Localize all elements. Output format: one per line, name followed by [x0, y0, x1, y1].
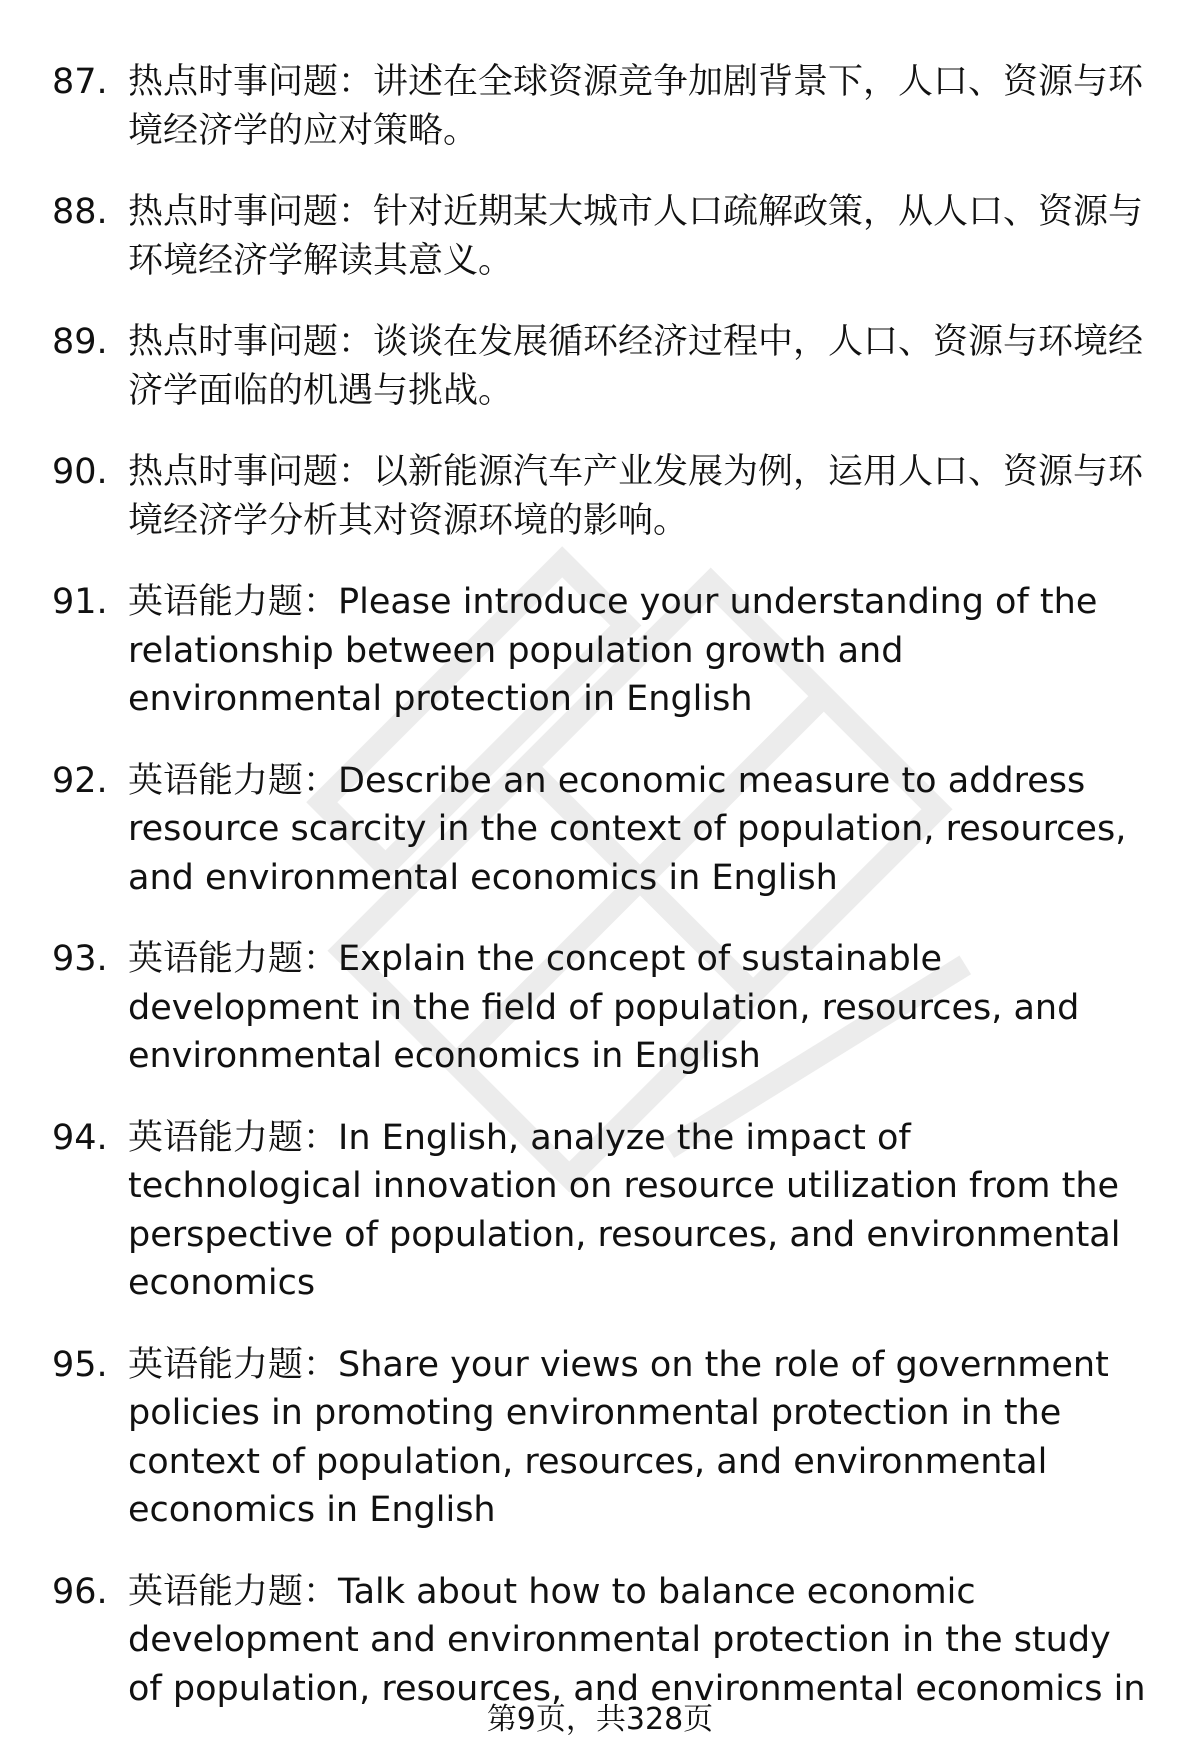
question-text: 英语能力题：In English, analyze the impact of technological innovation on resource utilization from the perspective of population, resources, and environmental economics	[128, 1117, 1121, 1303]
question-number: 95.	[52, 1344, 108, 1385]
question-item	[52, 1114, 1147, 1308]
question-number: 87.	[52, 62, 108, 102]
question-number: 90.	[52, 452, 108, 492]
question-item	[52, 448, 1147, 545]
question-number: 88.	[52, 192, 108, 232]
question-text: 英语能力题：Describe an economic measure to address resource scarcity in the context of population, resources, and environmental economics in English	[128, 760, 1127, 898]
question-text: 热点时事问题：以新能源汽车产业发展为例，运用人口、资源与环境经济学分析其对资源环境的影响。	[128, 452, 1144, 541]
question-number: 93.	[52, 939, 108, 979]
question-item	[52, 58, 1147, 155]
question-number: 94.	[52, 1117, 108, 1158]
question-item	[52, 757, 1147, 903]
question-number: 92.	[52, 760, 108, 801]
question-text: 热点时事问题：针对近期某大城市人口疏解政策，从人口、资源与环境经济学解读其意义。	[128, 192, 1144, 281]
question-text: 热点时事问题：讲述在全球资源竞争加剧背景下，人口、资源与环境经济学的应对策略。	[128, 62, 1144, 151]
question-item	[52, 935, 1147, 1081]
question-item	[52, 1568, 1147, 1714]
question-item	[52, 318, 1147, 415]
question-item	[52, 1341, 1147, 1535]
question-text: 英语能力题：Explain the concept of sustainable development in the field of population, resources, and environmental economics in English	[128, 939, 1080, 1076]
page-footer: 第9页，共328页	[486, 1702, 714, 1737]
question-number: 91.	[52, 582, 108, 622]
question-item	[52, 578, 1147, 724]
question-number: 96.	[52, 1571, 108, 1612]
question-list	[52, 58, 1147, 1746]
question-text: 英语能力题：Please introduce your understanding of the relationship between population growth and environmental protection in English	[128, 582, 1098, 719]
question-text: 热点时事问题：谈谈在发展循环经济过程中，人口、资源与环境经济学面临的机遇与挑战。	[128, 322, 1144, 411]
question-text: 英语能力题：Talk about how to balance economic development and environmental protection in the study of population, resources, and environmental economics in	[128, 1571, 1146, 1709]
question-text: 英语能力题：Share your views on the role of government policies in promoting environmental protection in the context of population, resources, and environmental economics in English	[128, 1344, 1109, 1530]
question-number: 89.	[52, 322, 108, 362]
question-item	[52, 188, 1147, 285]
